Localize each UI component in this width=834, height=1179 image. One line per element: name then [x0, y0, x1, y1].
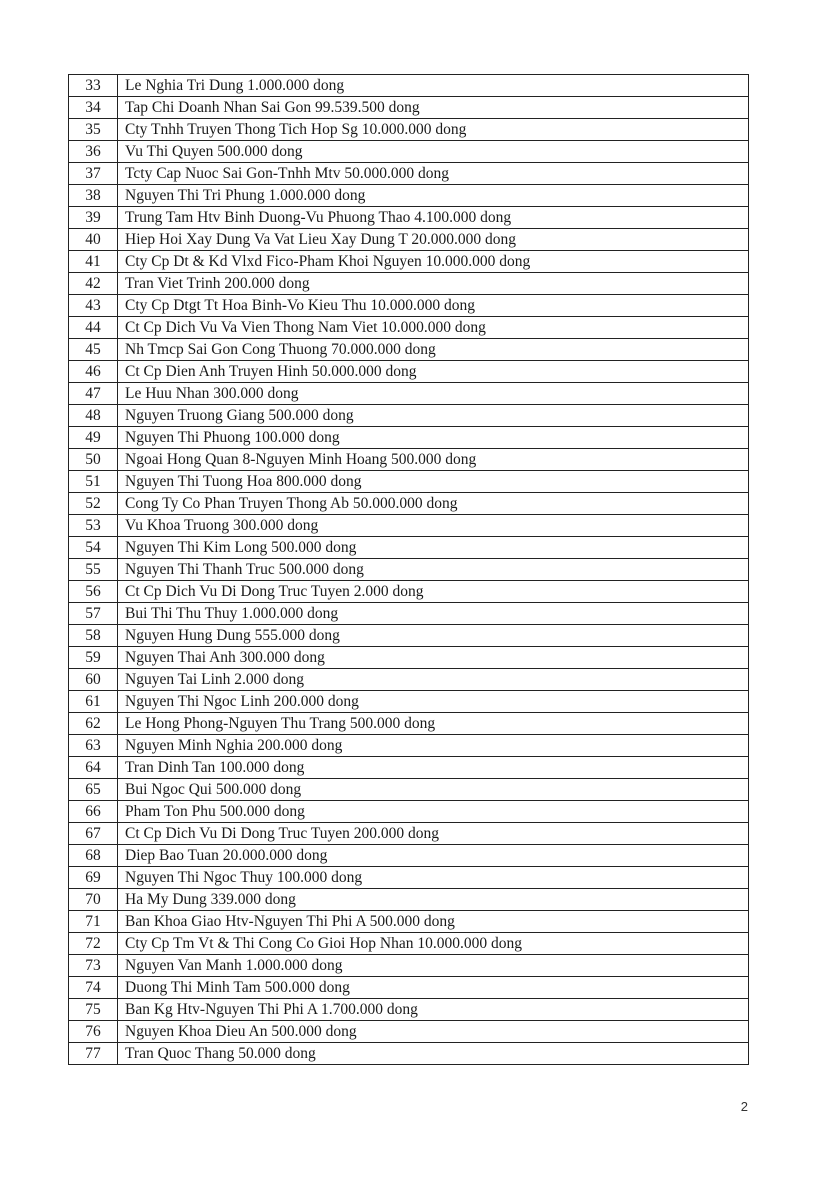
table-row	[69, 493, 749, 515]
row-number: 75	[69, 999, 118, 1021]
donor-entry: Nguyen Hung Dung 555.000 dong	[118, 625, 749, 647]
table-row	[69, 867, 749, 889]
table-row	[69, 911, 749, 933]
donor-entry: Tran Quoc Thang 50.000 dong	[118, 1043, 749, 1065]
row-number: 33	[69, 75, 118, 97]
table-row	[69, 207, 749, 229]
table-row	[69, 647, 749, 669]
table-row	[69, 757, 749, 779]
row-number: 68	[69, 845, 118, 867]
row-number: 59	[69, 647, 118, 669]
donor-entry: Diep Bao Tuan 20.000.000 dong	[118, 845, 749, 867]
table-row	[69, 339, 749, 361]
table-row	[69, 361, 749, 383]
row-number: 42	[69, 273, 118, 295]
row-number: 46	[69, 361, 118, 383]
donor-entry: Trung Tam Htv Binh Duong-Vu Phuong Thao 4.100.000 dong	[118, 207, 749, 229]
row-number: 72	[69, 933, 118, 955]
table-row	[69, 625, 749, 647]
donor-entry: Bui Thi Thu Thuy 1.000.000 dong	[118, 603, 749, 625]
row-number: 63	[69, 735, 118, 757]
row-number: 57	[69, 603, 118, 625]
donor-table-body	[69, 75, 749, 1065]
row-number: 71	[69, 911, 118, 933]
donor-entry: Tran Dinh Tan 100.000 dong	[118, 757, 749, 779]
donor-entry: Nguyen Thi Tuong Hoa 800.000 dong	[118, 471, 749, 493]
table-row	[69, 581, 749, 603]
donor-entry: Nguyen Thi Thanh Truc 500.000 dong	[118, 559, 749, 581]
donor-entry: Nguyen Khoa Dieu An 500.000 dong	[118, 1021, 749, 1043]
row-number: 48	[69, 405, 118, 427]
row-number: 52	[69, 493, 118, 515]
donor-entry: Nguyen Thi Ngoc Linh 200.000 dong	[118, 691, 749, 713]
table-row	[69, 735, 749, 757]
donor-entry: Le Hong Phong-Nguyen Thu Trang 500.000 dong	[118, 713, 749, 735]
row-number: 77	[69, 1043, 118, 1065]
row-number: 70	[69, 889, 118, 911]
row-number: 74	[69, 977, 118, 999]
table-row	[69, 119, 749, 141]
donor-entry: Cty Cp Dtgt Tt Hoa Binh-Vo Kieu Thu 10.000.000 dong	[118, 295, 749, 317]
row-number: 49	[69, 427, 118, 449]
table-row	[69, 273, 749, 295]
donor-entry: Ngoai Hong Quan 8-Nguyen Minh Hoang 500.000 dong	[118, 449, 749, 471]
table-row	[69, 1021, 749, 1043]
donor-entry: Cty Cp Dt & Kd Vlxd Fico-Pham Khoi Nguyen 10.000.000 dong	[118, 251, 749, 273]
table-row	[69, 889, 749, 911]
table-row	[69, 669, 749, 691]
table-row	[69, 845, 749, 867]
table-row	[69, 823, 749, 845]
row-number: 65	[69, 779, 118, 801]
row-number: 62	[69, 713, 118, 735]
donor-entry: Nguyen Truong Giang 500.000 dong	[118, 405, 749, 427]
donor-entry: Tran Viet Trinh 200.000 dong	[118, 273, 749, 295]
donor-entry: Nh Tmcp Sai Gon Cong Thuong 70.000.000 dong	[118, 339, 749, 361]
table-row	[69, 977, 749, 999]
donor-entry: Cong Ty Co Phan Truyen Thong Ab 50.000.000 dong	[118, 493, 749, 515]
row-number: 64	[69, 757, 118, 779]
table-row	[69, 801, 749, 823]
donor-entry: Tap Chi Doanh Nhan Sai Gon 99.539.500 dong	[118, 97, 749, 119]
table-row	[69, 449, 749, 471]
donor-entry: Ct Cp Dich Vu Di Dong Truc Tuyen 2.000 dong	[118, 581, 749, 603]
table-row	[69, 229, 749, 251]
donor-entry: Ha My Dung 339.000 dong	[118, 889, 749, 911]
table-row	[69, 405, 749, 427]
donor-entry: Ct Cp Dich Vu Di Dong Truc Tuyen 200.000 dong	[118, 823, 749, 845]
donor-entry: Vu Khoa Truong 300.000 dong	[118, 515, 749, 537]
row-number: 38	[69, 185, 118, 207]
row-number: 40	[69, 229, 118, 251]
table-row	[69, 691, 749, 713]
row-number: 43	[69, 295, 118, 317]
donor-entry: Cty Cp Tm Vt & Thi Cong Co Gioi Hop Nhan 10.000.000 dong	[118, 933, 749, 955]
row-number: 53	[69, 515, 118, 537]
table-row	[69, 713, 749, 735]
donor-entry: Duong Thi Minh Tam 500.000 dong	[118, 977, 749, 999]
page-number: 2	[740, 1099, 748, 1114]
table-row	[69, 999, 749, 1021]
table-row	[69, 383, 749, 405]
donor-entry: Pham Ton Phu 500.000 dong	[118, 801, 749, 823]
donor-entry: Ban Khoa Giao Htv-Nguyen Thi Phi A 500.000 dong	[118, 911, 749, 933]
donor-table	[68, 74, 749, 1065]
table-row	[69, 955, 749, 977]
table-row	[69, 427, 749, 449]
table-row	[69, 163, 749, 185]
table-row	[69, 75, 749, 97]
row-number: 51	[69, 471, 118, 493]
row-number: 58	[69, 625, 118, 647]
row-number: 39	[69, 207, 118, 229]
row-number: 67	[69, 823, 118, 845]
row-number: 60	[69, 669, 118, 691]
donor-entry: Bui Ngoc Qui 500.000 dong	[118, 779, 749, 801]
row-number: 69	[69, 867, 118, 889]
row-number: 44	[69, 317, 118, 339]
donor-entry: Hiep Hoi Xay Dung Va Vat Lieu Xay Dung T 20.000.000 dong	[118, 229, 749, 251]
row-number: 56	[69, 581, 118, 603]
donor-entry: Ban Kg Htv-Nguyen Thi Phi A 1.700.000 dong	[118, 999, 749, 1021]
row-number: 50	[69, 449, 118, 471]
donor-entry: Nguyen Thai Anh 300.000 dong	[118, 647, 749, 669]
donor-entry: Le Huu Nhan 300.000 dong	[118, 383, 749, 405]
row-number: 61	[69, 691, 118, 713]
donor-entry: Nguyen Thi Tri Phung 1.000.000 dong	[118, 185, 749, 207]
table-row	[69, 537, 749, 559]
table-row	[69, 251, 749, 273]
row-number: 45	[69, 339, 118, 361]
donor-entry: Nguyen Thi Ngoc Thuy 100.000 dong	[118, 867, 749, 889]
row-number: 54	[69, 537, 118, 559]
row-number: 76	[69, 1021, 118, 1043]
donor-entry: Ct Cp Dich Vu Va Vien Thong Nam Viet 10.000.000 dong	[118, 317, 749, 339]
table-row	[69, 141, 749, 163]
donor-entry: Ct Cp Dien Anh Truyen Hinh 50.000.000 dong	[118, 361, 749, 383]
table-row	[69, 559, 749, 581]
table-row	[69, 1043, 749, 1065]
table-row	[69, 97, 749, 119]
donor-entry: Nguyen Tai Linh 2.000 dong	[118, 669, 749, 691]
donor-entry: Nguyen Minh Nghia 200.000 dong	[118, 735, 749, 757]
table-row	[69, 603, 749, 625]
table-row	[69, 185, 749, 207]
table-row	[69, 471, 749, 493]
donor-entry: Cty Tnhh Truyen Thong Tich Hop Sg 10.000.000 dong	[118, 119, 749, 141]
row-number: 55	[69, 559, 118, 581]
table-row	[69, 779, 749, 801]
donor-entry: Tcty Cap Nuoc Sai Gon-Tnhh Mtv 50.000.000 dong	[118, 163, 749, 185]
table-row	[69, 933, 749, 955]
row-number: 41	[69, 251, 118, 273]
row-number: 36	[69, 141, 118, 163]
donor-entry: Vu Thi Quyen 500.000 dong	[118, 141, 749, 163]
table-row	[69, 295, 749, 317]
row-number: 35	[69, 119, 118, 141]
row-number: 66	[69, 801, 118, 823]
row-number: 47	[69, 383, 118, 405]
table-row	[69, 515, 749, 537]
table-row	[69, 317, 749, 339]
donor-entry: Le Nghia Tri Dung 1.000.000 dong	[118, 75, 749, 97]
donor-entry: Nguyen Van Manh 1.000.000 dong	[118, 955, 749, 977]
row-number: 73	[69, 955, 118, 977]
row-number: 37	[69, 163, 118, 185]
row-number: 34	[69, 97, 118, 119]
donor-entry: Nguyen Thi Kim Long 500.000 dong	[118, 537, 749, 559]
donor-entry: Nguyen Thi Phuong 100.000 dong	[118, 427, 749, 449]
